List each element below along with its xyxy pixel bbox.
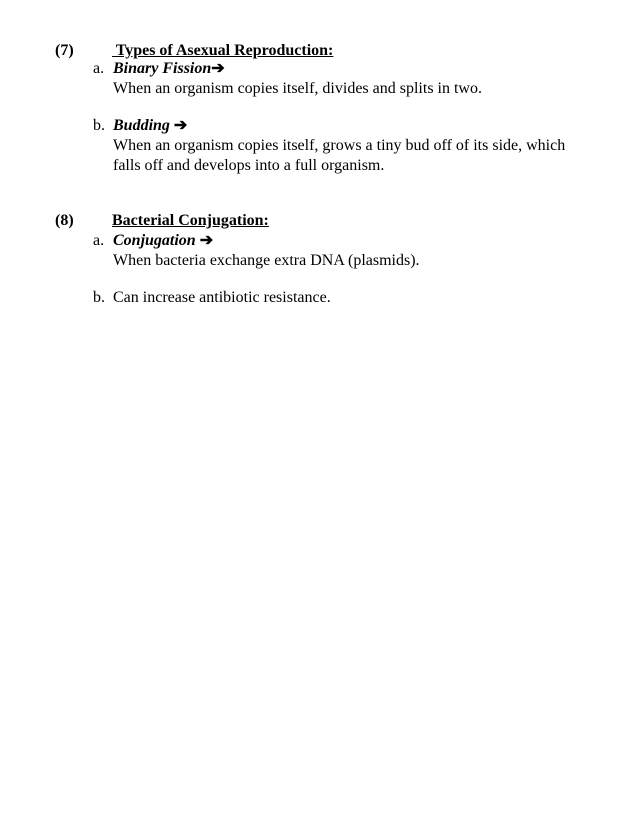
item-description: When an organism copies itself, grows a tiny bud off of its side, which [113, 137, 566, 154]
item-marker: a. [93, 232, 105, 249]
term-text: Budding [113, 117, 170, 134]
item-marker: b. [93, 117, 105, 134]
item-term [113, 231, 213, 250]
term-text: Binary Fission [113, 60, 212, 77]
arrow-icon: ➔ [199, 232, 214, 249]
item-description: falls off and develops into a full organism. [113, 157, 385, 174]
item-term [113, 116, 187, 135]
term-text: Conjugation [113, 232, 196, 249]
arrow-icon: ➔ [211, 60, 225, 77]
item-text: Can increase antibiotic resistance. [113, 289, 331, 306]
item-term [113, 59, 225, 78]
section-number: (8) [55, 212, 74, 229]
section-heading: Types of Asexual Reproduction: [112, 42, 334, 59]
item-description: When an organism copies itself, divides and splits in two. [113, 80, 482, 97]
item-description: When bacteria exchange extra DNA (plasmids). [113, 252, 420, 269]
section-heading: Bacterial Conjugation: [112, 212, 269, 229]
arrow-icon: ➔ [173, 117, 188, 134]
section-number: (7) [55, 42, 74, 59]
item-marker: a. [93, 60, 105, 77]
item-marker: b. [93, 289, 105, 306]
